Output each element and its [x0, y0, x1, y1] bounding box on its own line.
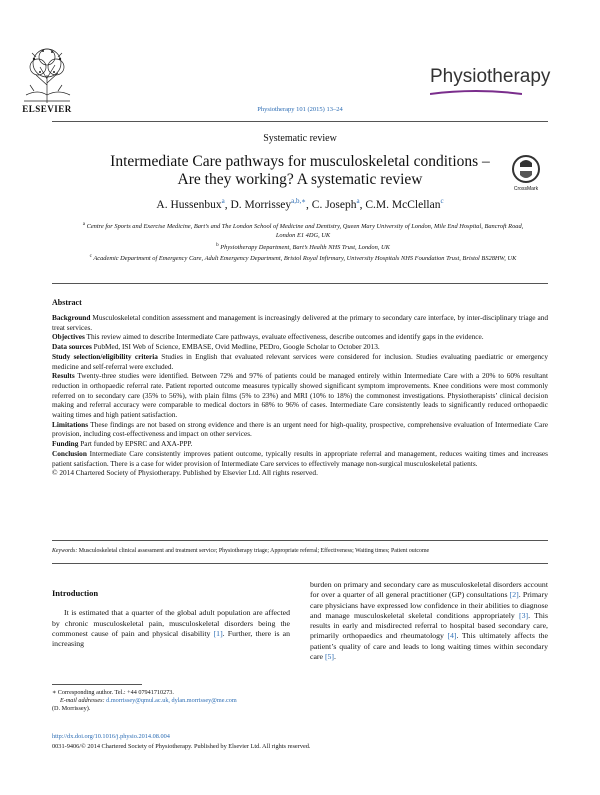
left-column [52, 588, 290, 649]
abstract-section-label: Study selection/eligibility criteria [52, 351, 158, 361]
abstract-section [52, 449, 548, 468]
keywords-label: Keywords: [52, 548, 78, 554]
abstract-section-label: Funding [52, 439, 79, 449]
abstract-top-rule [52, 283, 548, 284]
intro-text-b: . Further, there is an increasing [52, 628, 290, 649]
affiliation-item [78, 220, 528, 241]
reference-link-4[interactable]: [4] [447, 631, 457, 641]
abstract-heading: Abstract [52, 298, 82, 307]
elsevier-tree-logo [18, 45, 76, 105]
affiliation-text: Physiotherapy Department, Bart’s Health NHS Trust, London, UK [220, 243, 390, 251]
abstract-section-text: Musculoskeletal condition assessment and management is increasingly delivered at the primary to secondary care interface, by inter-disciplinary triage and treat services. [52, 313, 549, 332]
affiliation-text: Centre for Sports and Exercise Medicine, Bart’s and The London School of Medicine and Dentistry, Queen Mary University of London, Mile End Hospital, Bancroft Road, London E1 4DG, UK [86, 223, 524, 240]
introduction-heading: Introduction [52, 588, 99, 598]
body-text: . This ultimately affects the patient’s quality of care and leads to long waiting times within secondary care [310, 631, 548, 662]
email-label: E-mail addresses: [60, 697, 105, 705]
author-separator: , [359, 198, 366, 211]
keywords-top-rule [52, 540, 548, 541]
abstract-section-label: Data sources [52, 342, 92, 352]
abstract-section [52, 342, 548, 352]
author-separator: , [306, 198, 312, 211]
affiliation-list [78, 220, 528, 263]
footnote [52, 689, 290, 714]
keywords [52, 548, 548, 554]
author-name: C.M. McClellan [365, 198, 441, 211]
email-links[interactable]: d.morrissey@qmul.ac.uk, dylan.morrissey@me.com [106, 697, 237, 705]
email-owner: (D. Morrissey). [52, 705, 91, 713]
abstract-section [52, 371, 548, 420]
journal-brand-text: Physiotherapy [430, 66, 551, 87]
header-rule [52, 121, 548, 122]
abstract-section-text: PubMed, ISI Web of Science, EMBASE, Ovid Medline, PEDro, Google Scholar to October 2013. [93, 342, 380, 352]
author-affiliation-marker[interactable]: a [221, 197, 225, 205]
affiliation-marker: b [216, 242, 219, 248]
keywords-bottom-rule [52, 563, 548, 564]
footnote-rule [52, 684, 142, 685]
right-column [310, 580, 548, 662]
abstract-section [52, 332, 548, 342]
journal-brand-logo [430, 66, 550, 88]
reference-link-1[interactable]: [1] [213, 628, 223, 638]
author-affiliation-marker[interactable]: a,b,∗ [291, 197, 307, 205]
abstract-body [52, 313, 548, 478]
article-title-line-1: Intermediate Care pathways for musculoskeletal conditions – [110, 153, 490, 170]
intro-text-a: It is estimated that a quarter of the global adult population are affected by chronic musculoskeletal pain, musculoskeletal disorders being the commonest cause of pain and physical disability [52, 608, 290, 638]
abstract-section-text: Part funded by EPSRC and AXA-PPP. [80, 439, 193, 449]
abstract-section [52, 352, 548, 371]
abstract-section-label: Objectives [52, 332, 85, 342]
affiliation-marker: a [82, 222, 85, 227]
affiliation-item [78, 241, 528, 252]
body-text: . [334, 652, 336, 662]
journal-citation[interactable]: Physiotherapy 101 (2015) 13–24 [257, 106, 343, 113]
article-title [60, 153, 540, 189]
doi-link[interactable]: http://dx.doi.org/10.1016/j.physio.2014.08.004 [52, 733, 170, 740]
issn-copyright: 0031-9406/© 2014 Chartered Society of Physiotherapy. Published by Elsevier Ltd. All rights reserved. [52, 743, 311, 750]
intro-paragraph-continued [310, 580, 548, 662]
author-list [52, 197, 548, 211]
publisher-name: ELSEVIER [22, 104, 72, 114]
abstract-section-text: Twenty-three studies were identified. Between 72% and 97% of patients could be managed entirely within Intermediate Care with a 20% to 60% resultant reduction in orthopaedic referral rate. Patient reported outcome measures typically showed significant symptom improvements. Knee conditions were most commonly referred on to secondary care (35% to 56%), with plain films (5% to 23%) and MRI (10% to 18%) the commonest investigations. Physiotherapists’ clinical decision making and referral accuracy were comparable to medical doctors in 68% to 96% of cases. Intermediate Care consistently leads to significantly reduced orthopaedic waiting times and high patient satisfaction. [52, 371, 548, 420]
reference-link-2[interactable]: [2] [509, 590, 519, 600]
abstract-section-text: This review aimed to describe Intermediate Care pathways, evaluate effectiveness, describe outcomes and identify gaps in the evidence. [86, 332, 484, 342]
abstract-section-label: Background [52, 313, 91, 322]
crossmark-label: CrossMark [513, 186, 539, 192]
author-separator: , [224, 198, 231, 211]
reference-link-5[interactable]: [5] [324, 652, 335, 662]
abstract-section-label: Results [52, 371, 75, 381]
corresponding-author: ∗ Corresponding author. Tel.: +44 07941710273. [52, 689, 174, 696]
abstract-section-text: These findings are not based on strong evidence and there is an urgent need for high-quality, prospective, comprehensive evaluation of Intermediate Care provision, including cost-effectiveness and impact on other services. [52, 419, 548, 439]
article-title-line-2: Are they working? A systematic review [177, 171, 423, 188]
keywords-text: Musculoskeletal clinical assessment and treatment service; Physiotherapy triage; Appropriate referral; Effectiveness; Waiting times; Patient outcome [78, 548, 430, 554]
abstract-section [52, 420, 548, 439]
author-name: A. Hussenbux [156, 198, 222, 211]
abstract-section-text: Intermediate Care consistently improves patient outcome, typically results in appropriate referral and management, reduces waiting times and increases patient satisfaction. There is a case for wider provision of Intermediate Care services to effectively manage non-surgical musculoskeletal patients. [52, 448, 548, 468]
author-affiliation-marker[interactable]: a [356, 197, 360, 205]
abstract-section-text: Studies in English that evaluated relevant services were considered for inclusion. Studies evaluating paediatric or emergency medicine and self-referral were excluded. [52, 351, 549, 371]
reference-link-3[interactable]: [3] [519, 610, 529, 620]
affiliation-marker: c [89, 253, 92, 259]
intro-paragraph [52, 608, 290, 649]
body-text: . This results in early and misdirected referral to hospital based secondary care, primarily orthopaedics and rheumatology [310, 610, 548, 641]
abstract-section-label: Limitations [52, 419, 89, 429]
section-label: Systematic review [263, 133, 337, 144]
author-name: D. Morrissey [230, 198, 292, 211]
abstract-section [52, 313, 548, 332]
body-text: burden on primary and secondary care as musculoskeletal disorders account for over a quarter of all general practitioner (GP) consultations [310, 580, 548, 600]
affiliation-item [78, 252, 528, 263]
abstract-section [52, 439, 548, 449]
author-affiliation-marker[interactable]: c [440, 197, 444, 205]
author-name: C. Joseph [311, 198, 357, 211]
abstract-copyright: © 2014 Chartered Society of Physiotherapy. Published by Elsevier Ltd. All rights reserved. [52, 468, 318, 478]
body-text: . Primary care physicians have expressed low confidence in their abilities to diagnose and manage musculoskeletal skeletal conditions appropriately [310, 590, 548, 620]
crossmark-icon[interactable] [511, 154, 541, 188]
abstract-section-label: Conclusion [52, 448, 87, 458]
brand-swoosh-icon [430, 90, 522, 98]
affiliation-text: Academic Department of Emergency Care, Adult Emergency Department, Bristol Royal Infirmary, University Hospitals NHS Foundation Trust, Bristol BS28HW, UK [93, 254, 517, 262]
